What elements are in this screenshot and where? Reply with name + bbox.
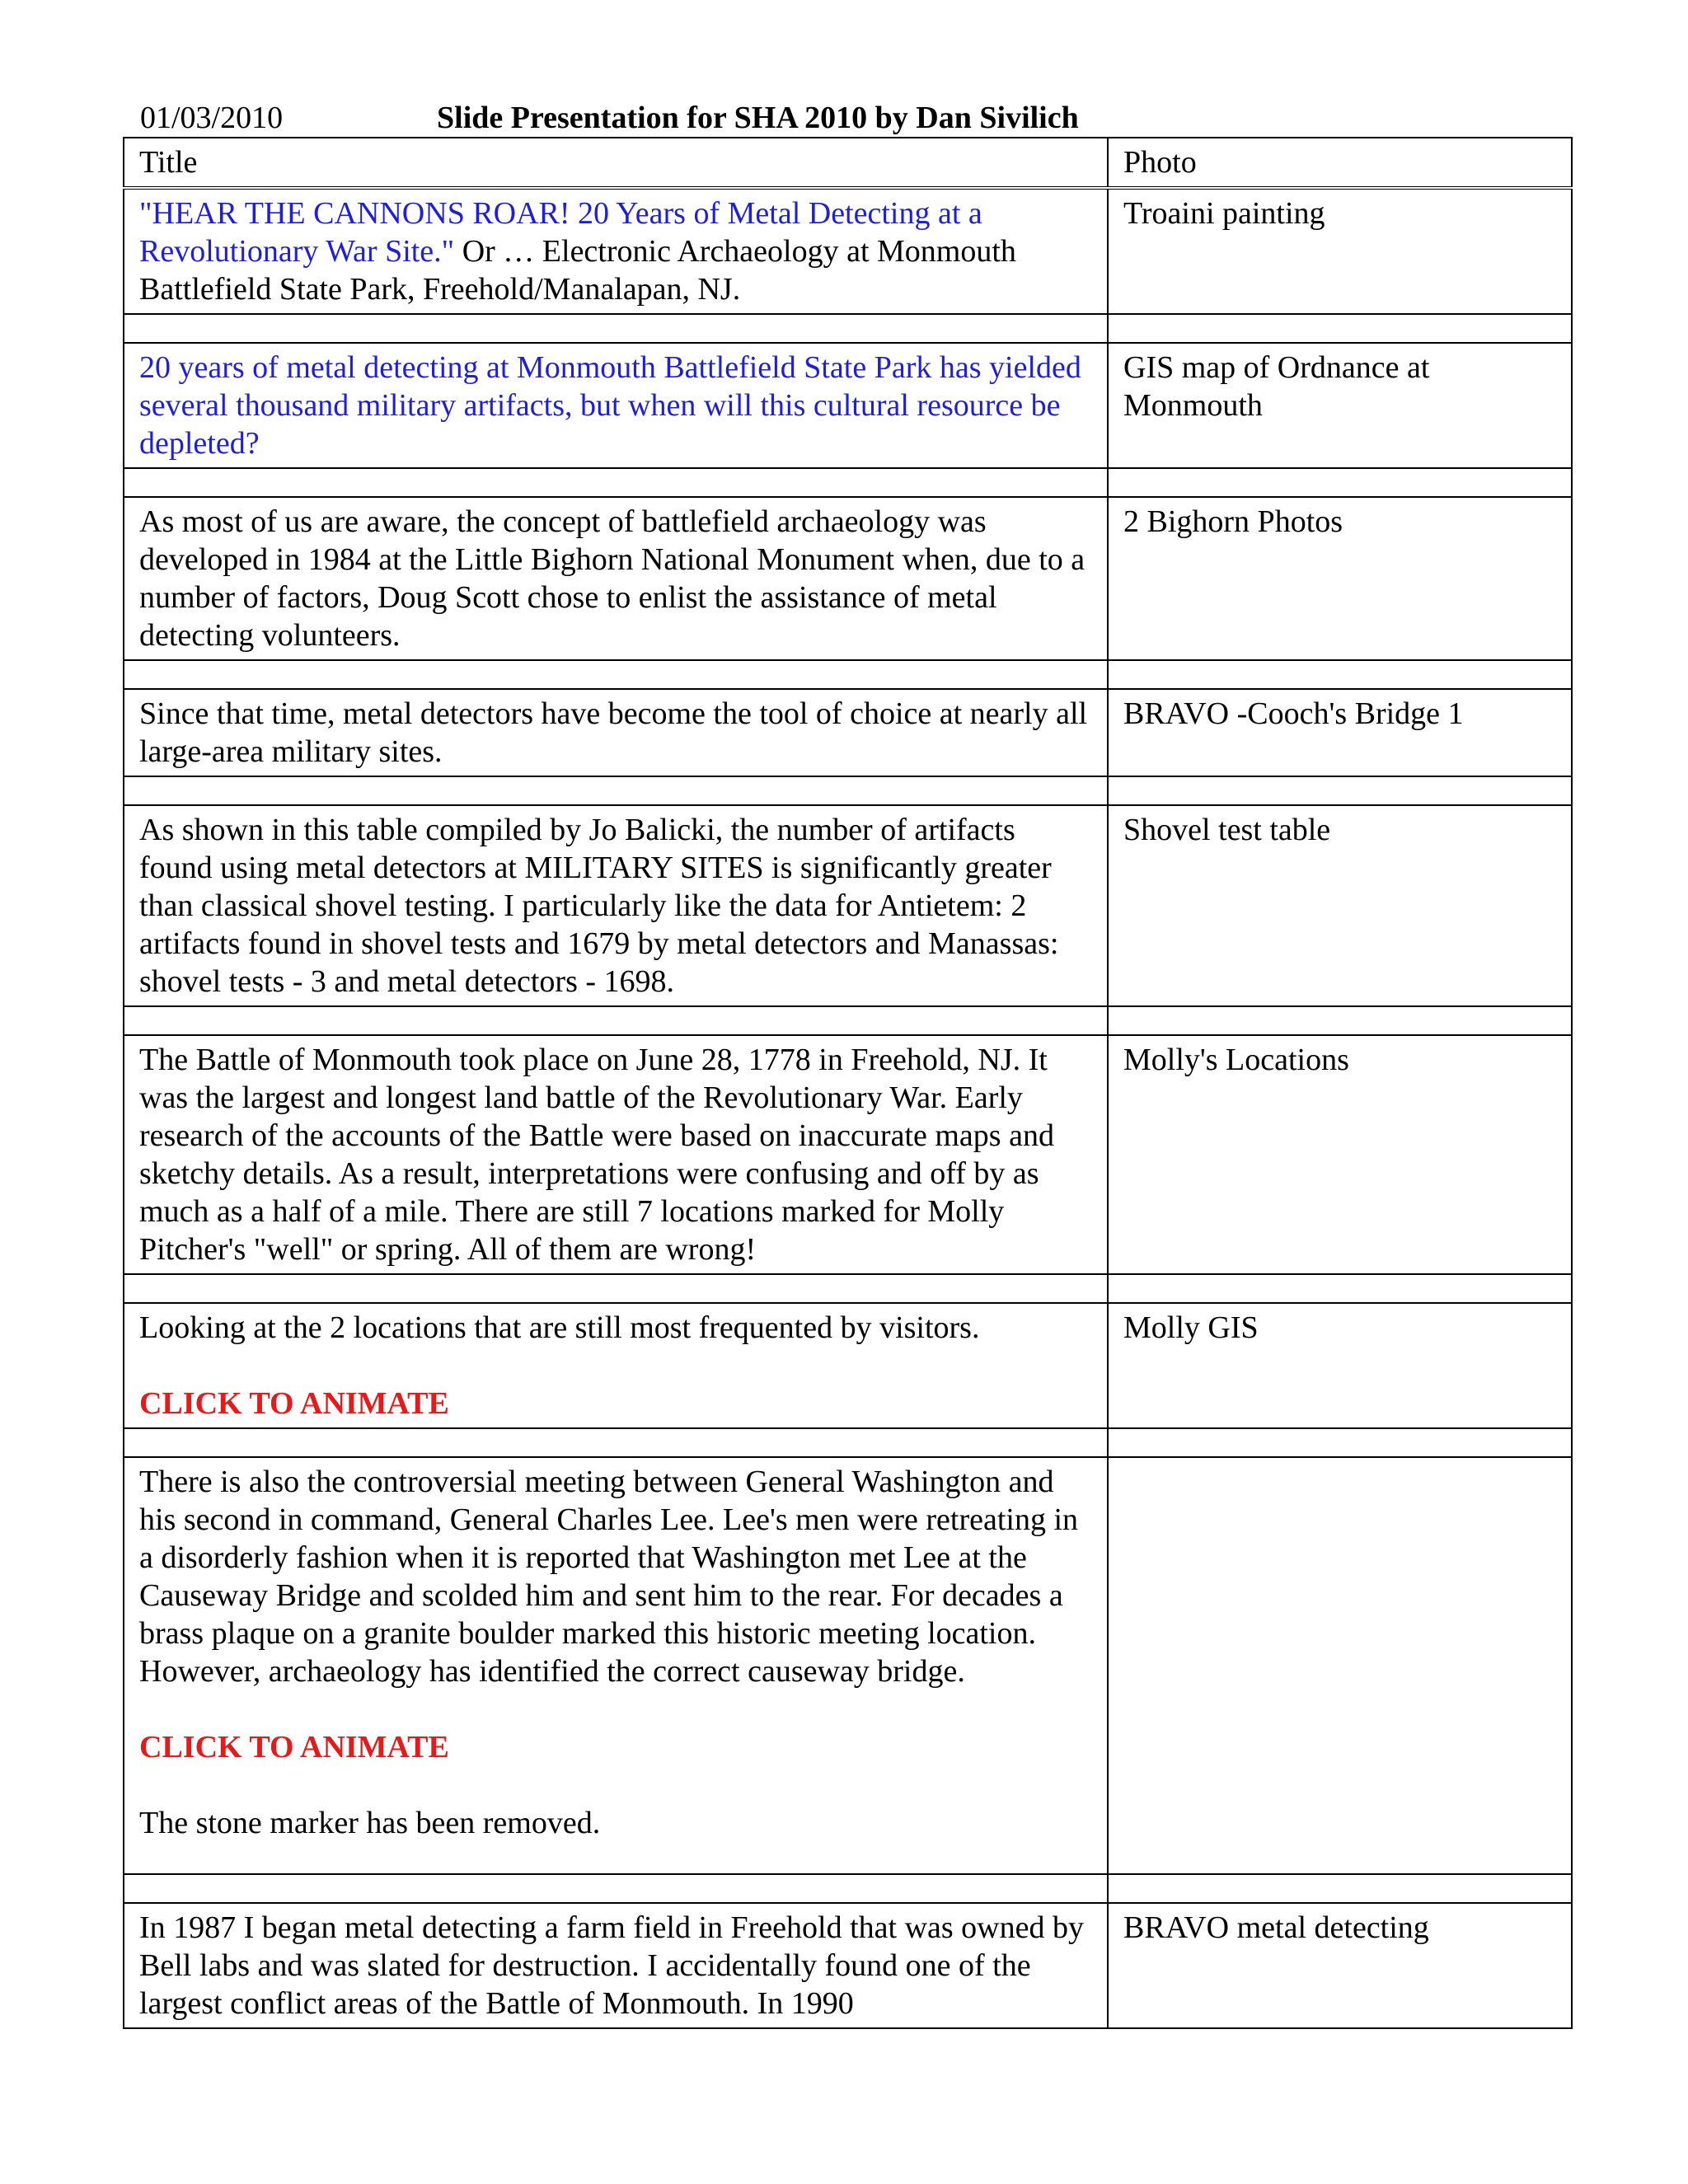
table-row bbox=[124, 805, 1572, 1006]
column-header-title: Title bbox=[124, 138, 1108, 188]
photo-cell: Troaini painting bbox=[1108, 188, 1572, 314]
table-row bbox=[124, 188, 1572, 314]
spacer-row bbox=[124, 1274, 1572, 1303]
title-cell-highlight: 20 years of metal detecting at Monmouth Battlefield State Park has yielded several thousand military artifacts, but when will this cultural resource be depleted? bbox=[139, 350, 1081, 461]
table-row bbox=[124, 689, 1572, 776]
document-title: Slide Presentation for SHA 2010 by Dan Sivilich bbox=[437, 101, 1079, 135]
photo-cell: GIS map of Ordnance at Monmouth bbox=[1108, 343, 1572, 468]
spacer-row bbox=[124, 1428, 1572, 1457]
table-row bbox=[124, 1903, 1572, 2028]
table-header-row bbox=[124, 138, 1572, 188]
title-cell: Since that time, metal detectors have become the tool of choice at nearly all large-area military sites. bbox=[124, 689, 1108, 776]
title-cell bbox=[124, 1303, 1108, 1428]
photo-cell: BRAVO metal detecting bbox=[1108, 1903, 1572, 2028]
spacer-row bbox=[124, 314, 1572, 343]
title-cell: As shown in this table compiled by Jo Balicki, the number of artifacts found using metal detectors at MILITARY SITES is significantly greater than classical shovel testing. I particularly like the data for Antietem: 2 artifacts found in shovel tests and 1679 by metal detectors and Manassas: shovel tests - 3 and metal detectors - 1698. bbox=[124, 805, 1108, 1006]
title-cell bbox=[124, 1457, 1108, 1874]
animate-cue: CLICK TO ANIMATE bbox=[139, 1386, 449, 1421]
animate-cue: CLICK TO ANIMATE bbox=[139, 1730, 449, 1765]
spacer-row bbox=[124, 776, 1572, 805]
title-cell-highlight: "HEAR THE CANNONS ROAR! 20 Years of Metal Detecting at a Revolutionary War Site." bbox=[139, 196, 982, 269]
title-cell-text: Or … Electronic Archaeology at Monmouth Battlefield State Park, Freehold/Manalapan, NJ. bbox=[139, 234, 1016, 307]
title-cell bbox=[124, 188, 1108, 314]
spacer-row bbox=[124, 1006, 1572, 1035]
title-cell bbox=[124, 343, 1108, 468]
slide-script-table bbox=[123, 137, 1573, 2029]
title-cell-text: Looking at the 2 locations that are still most frequented by visitors. bbox=[139, 1310, 980, 1345]
table-row bbox=[124, 1035, 1572, 1274]
table-row bbox=[124, 497, 1572, 660]
spacer-row bbox=[124, 660, 1572, 689]
table-row bbox=[124, 1457, 1572, 1874]
spacer-row bbox=[124, 468, 1572, 497]
title-cell: In 1987 I began metal detecting a farm field in Freehold that was owned by Bell labs and was slated for destruction. I accidentally found one of the largest conflict areas of the Battle of Monmouth. In 1990 bbox=[124, 1903, 1108, 2028]
photo-cell: BRAVO -Cooch's Bridge 1 bbox=[1108, 689, 1572, 776]
column-header-photo: Photo bbox=[1108, 138, 1572, 188]
title-cell-text: There is also the controversial meeting between General Washington and his second in command, General Charles Lee. Lee's men were retreating in a disorderly fashion when it is reported that Washington met Lee at the Causeway Bridge and scolded him and sent him to the rear. For decades a brass plaque on a granite boulder marked this historic meeting location. However, archaeology has identified the correct causeway bridge. bbox=[139, 1465, 1079, 1689]
title-cell: The Battle of Monmouth took place on June 28, 1778 in Freehold, NJ. It was the largest and longest land battle of the Revolutionary War. Early research of the accounts of the Battle were based on inaccurate maps and sketchy details. As a result, interpretations were confusing and off by as much as a half of a mile. There are still 7 locations marked for Molly Pitcher's "well" or spring. All of them are wrong! bbox=[124, 1035, 1108, 1274]
table-row bbox=[124, 343, 1572, 468]
photo-cell: 2 Bighorn Photos bbox=[1108, 497, 1572, 660]
title-cell: As most of us are aware, the concept of battlefield archaeology was developed in 1984 at the Little Bighorn National Monument when, due to a number of factors, Doug Scott chose to enlist the assistance of metal detecting volunteers. bbox=[124, 497, 1108, 660]
page-header bbox=[140, 97, 1566, 138]
spacer-row bbox=[124, 1874, 1572, 1903]
header-date: 01/03/2010 bbox=[140, 101, 284, 135]
title-cell-note: The stone marker has been removed. bbox=[139, 1806, 601, 1840]
photo-cell bbox=[1108, 1457, 1572, 1874]
photo-cell: Shovel test table bbox=[1108, 805, 1572, 1006]
photo-cell: Molly GIS bbox=[1108, 1303, 1572, 1428]
photo-cell: Molly's Locations bbox=[1108, 1035, 1572, 1274]
table-row bbox=[124, 1303, 1572, 1428]
